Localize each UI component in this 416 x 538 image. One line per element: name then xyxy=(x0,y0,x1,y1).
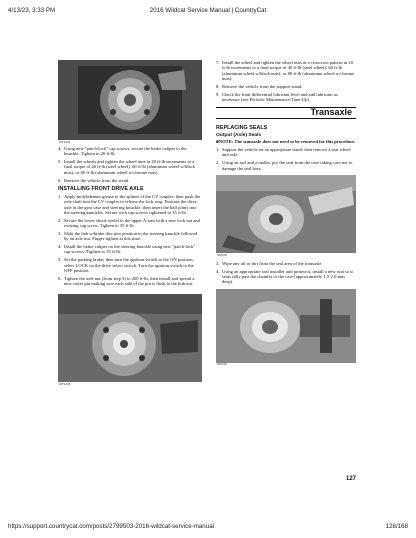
brake-steps-list xyxy=(58,146,202,183)
seal-install-photo xyxy=(216,289,356,367)
list-item: 3. Slide the hub w/brake disc into position in the steering knuckle followed by an axle nut. Finger-tighten at this time. xyxy=(58,230,198,242)
figure-code: WT1234 xyxy=(59,139,71,144)
wheel-hub-photo xyxy=(58,60,202,144)
manual-page xyxy=(58,60,356,480)
list-item: 3. Wipe any oil or dirt from the seal area of the transaxle. xyxy=(216,260,323,266)
seal-install-illustration xyxy=(216,289,356,363)
list-item: 2. Secure the lower shock eyelet to the upper A-arm with a new lock nut and existing cap screw. Tighten to 35 ft-lb. xyxy=(58,217,200,229)
seal-removal-photo xyxy=(216,175,356,257)
right-column xyxy=(216,60,356,367)
axle-nut-photo xyxy=(58,294,202,387)
wheel-hub-illustration xyxy=(58,60,202,140)
section-heading: REPLACING SEALS xyxy=(216,124,268,131)
list-item: 4. Using an appropriate seal installer and protector, install a new seal so it seats fully past the chamfer of the case (approximately 1.5-2.0 mm deep). xyxy=(216,268,353,285)
list-item: 6. Remove the vehicle from the stand. xyxy=(58,177,130,183)
axle-steps-list xyxy=(58,194,202,286)
list-item: 9. Check the front differential lubricant level and add lubricant as necessary (see Periodic Maintenance/Tune-Up). xyxy=(216,91,338,102)
install-seal-steps-list xyxy=(216,261,356,285)
footer-page-counter: 128/168 xyxy=(385,523,408,530)
header-page-title: 2016 Wildcat Service Manual | CountryCat xyxy=(149,7,267,14)
section-banner: Transaxle xyxy=(216,107,356,118)
header-datetime: 4/13/23, 3:33 PM xyxy=(8,7,56,14)
seal-removal-illustration xyxy=(216,175,356,253)
list-item: 4. Using new "patch-lock" cap screws, secure the brake caliper to the knuckle. Tighten to 20 ft-lb. xyxy=(58,146,187,157)
list-item: 6. Tighten the axle nut (from step 3) to 200 ft-lb; then install and spread a new cotter pin making sure each side of the pin is flush to the hub nut. xyxy=(58,275,195,287)
footer-url: https://support.countrycat.com/posts/2799503-2016-wildcat-service-manual xyxy=(8,523,215,530)
list-item: 1. Apply molybdenum grease to the splines of the CV coupler; then push the axle shaft into the CV coupler to release the lock ring. Position the drive axle in the gear case and steering knuckle; then insert the ball joints into the steering knuckles. Secure with cap screws tightened to 35 ft-lb. xyxy=(58,193,201,215)
list-item: 1. Support the vehicle on an appropriate stand; then remove a rear wheel and axle. xyxy=(216,147,351,158)
list-item: 4. Install the brake caliper on the steering knuckle using new "patch-lock" cap screws. Tighten to 35 ft-lb. xyxy=(58,244,196,255)
wheel-steps-list xyxy=(216,60,356,102)
list-item: 7. Install the wheel and tighten the wheel nuts in a crisscross pattern in 20 ft-lb increments to a final torque of 40 ft-lb (steel wheel), 60 ft-lb (aluminum wheel w/black nuts), or 80 ft-lb (aluminum wheel w/chrome nuts). xyxy=(216,60,355,81)
figure-code: WT1235 xyxy=(59,382,71,387)
figure-code: SM749 xyxy=(217,362,227,367)
figure-code: SM748 xyxy=(217,252,227,257)
seal-steps-list xyxy=(216,147,356,171)
manual-page-number: 127 xyxy=(345,476,356,482)
left-column xyxy=(58,60,202,387)
list-item: 2. Using an awl and a mallet, pry the seal from the case taking care not to damage the seal bore. xyxy=(216,160,353,171)
list-item: 5. Install the wheels and tighten the wheel nuts in 20 ft-lb increments to a final torque of 40 ft-lb (steel wheel), 60 ft-lb (aluminum wheel w/black nuts), or 80 ft-lb (aluminum wheel w/chrome nuts). xyxy=(58,159,195,175)
subsection-heading: Output (Axle) Seals xyxy=(216,132,262,138)
note-text: ■NOTE: The transaxle does not need to be removed for this procedure. xyxy=(216,138,356,144)
list-item: 5. Set the parking brake; then turn the ignition switch to the ON position, select LOCK on the drive select switch. Turn the ignition switch to the OFF position. xyxy=(58,257,194,273)
list-item: 8. Remove the vehicle from the support stand. xyxy=(216,83,303,89)
axle-nut-illustration xyxy=(58,294,202,382)
section-heading: INSTALLING FRONT DRIVE AXLE xyxy=(58,185,144,192)
